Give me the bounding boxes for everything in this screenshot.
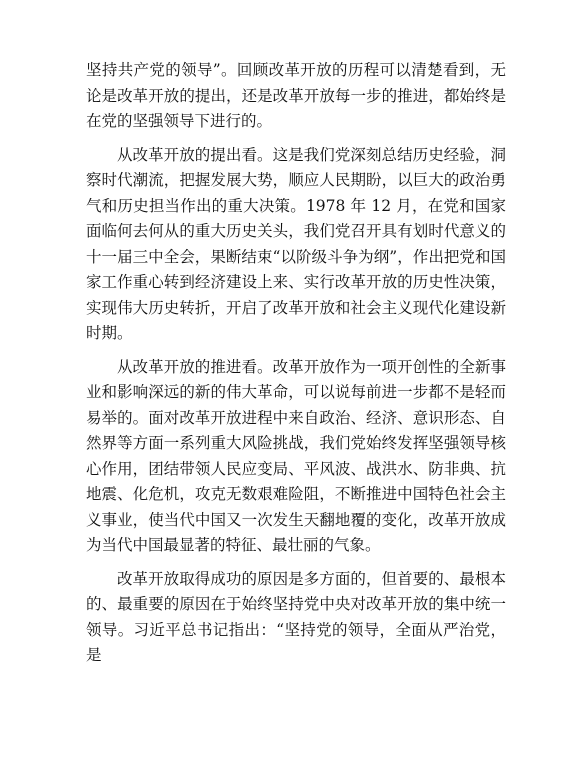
paragraph: 从改革开放的推进看。改革开放作为一项开创性的全新事业和影响深远的新的伟大革命，可以说每前进一步都不是轻而易举的。面对改革开放进程中来自政治、经济、意识形态、自然界等方面一系列重大风险挑战，我们党始终发挥坚强领导核心作用，团结带领人民应变局、平风波、战洪水、防非典、抗地震、化危机，攻克无数艰难险阻，不断推进中国特色社会主义事业，使当代中国又一次发生天翻地覆的变化，改革开放成为当代中国最显著的特征、最壮丽的气象。 — [86, 357, 506, 554]
paragraph: 改革开放取得成功的原因是多方面的，但首要的、最根本的、最重要的原因在于始终坚持党中央对改革开放的集中统一领导。习近平总书记指出：“坚持党的领导，全面从严治党，是 — [86, 569, 506, 664]
paragraph: 坚持共产党的领导”。回顾改革开放的历程可以清楚看到，无论是改革开放的提出，还是改革开放每一步的推进，都始终是在党的坚强领导下进行的。 — [86, 61, 506, 130]
document-body — [86, 58, 506, 677]
paragraph: 从改革开放的提出看。这是我们党深刻总结历史经验，洞察时代潮流，把握发展大势，顺应人民期盼，以巨大的政治勇气和历史担当作出的重大决策。1978 年 12 月，在党和国家面临何去何从的重大历史关头，我们党召开具有划时代意义的十一届三中全会，果断结束“以阶级斗争为纲”，作出把党和国家工作重心转到经济建设上来、实行改革开放的历史性决策，实现伟大历史转折，开启了改革开放和社会主义现代化建设新时期。 — [86, 145, 506, 342]
